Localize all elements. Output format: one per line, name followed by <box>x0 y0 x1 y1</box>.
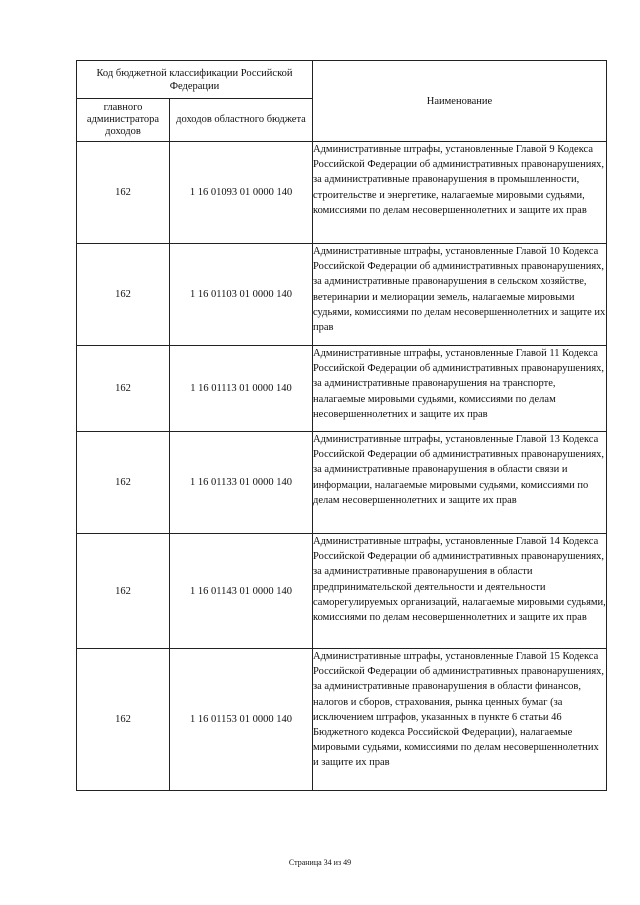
admin-code-cell: 162 <box>77 432 170 534</box>
table-row <box>77 142 607 244</box>
header-admin-code: главного администратора доходов <box>77 99 170 142</box>
header-code-group: Код бюджетной классификации Российской Федерации <box>77 61 313 99</box>
admin-code-cell: 162 <box>77 534 170 649</box>
description-cell: Административные штрафы, установленные Главой 13 Кодекса Российской Федерации об административных правонарушениях, за административные правонарушения в области связи и информации, налагаемые мировыми судьями, комиссиями по делам несовершеннолетних и защите их прав <box>313 432 607 534</box>
revenue-code-cell: 1 16 01143 01 0000 140 <box>170 534 313 649</box>
admin-code-cell: 162 <box>77 346 170 432</box>
description-cell: Административные штрафы, установленные Главой 15 Кодекса Российской Федерации об административных правонарушениях, за административные правонарушения в области финансов, налогов и сборов, страхования, рынка ценных бумаг (за исключением штрафов, указанных в пункте 6 статьи 46 Бюджетного кодекса Российской Федерации), налагаемые мировыми судьями, комиссиями по делам несовершеннолетних и защите их прав <box>313 649 607 791</box>
description-cell: Административные штрафы, установленные Главой 11 Кодекса Российской Федерации об административных правонарушениях, за административные правонарушения на транспорте, налагаемые мировыми судьями, комиссиями по делам несовершеннолетних и защите их прав <box>313 346 607 432</box>
header-name: Наименование <box>313 61 607 142</box>
admin-code-cell: 162 <box>77 649 170 791</box>
admin-code-cell: 162 <box>77 244 170 346</box>
page-number-footer: Страница 34 из 49 <box>288 858 352 867</box>
table-row <box>77 649 607 791</box>
table-row <box>77 534 607 649</box>
description-cell: Административные штрафы, установленные Главой 9 Кодекса Российской Федерации об административных правонарушениях, за административные правонарушения в промышленности, строительстве и энергетике, налагаемые мировыми судьями, комиссиями по делам несовершеннолетних и защите их прав <box>313 142 607 244</box>
revenue-code-cell: 1 16 01093 01 0000 140 <box>170 142 313 244</box>
revenue-code-cell: 1 16 01113 01 0000 140 <box>170 346 313 432</box>
revenue-code-cell: 1 16 01153 01 0000 140 <box>170 649 313 791</box>
revenue-code-cell: 1 16 01133 01 0000 140 <box>170 432 313 534</box>
admin-code-cell: 162 <box>77 142 170 244</box>
table-row <box>77 432 607 534</box>
description-cell: Административные штрафы, установленные Главой 14 Кодекса Российской Федерации об административных правонарушениях, за административные правонарушения в области предпринимательской деятельности и деятельности саморегулируемых организаций, налагаемые мировыми судьями, комиссиями по делам несовершеннолетних и защите их прав <box>313 534 607 649</box>
header-revenue-code: доходов областного бюджета <box>170 99 313 142</box>
revenue-code-cell: 1 16 01103 01 0000 140 <box>170 244 313 346</box>
table-row <box>77 346 607 432</box>
description-cell: Административные штрафы, установленные Главой 10 Кодекса Российской Федерации об административных правонарушениях, за административные правонарушения в сельском хозяйстве, ветеринарии и мелиорации земель, налагаемые мировыми судьями, комиссиями по делам несовершеннолетних и защите их прав <box>313 244 607 346</box>
budget-classification-table <box>76 60 607 791</box>
table-row <box>77 244 607 346</box>
